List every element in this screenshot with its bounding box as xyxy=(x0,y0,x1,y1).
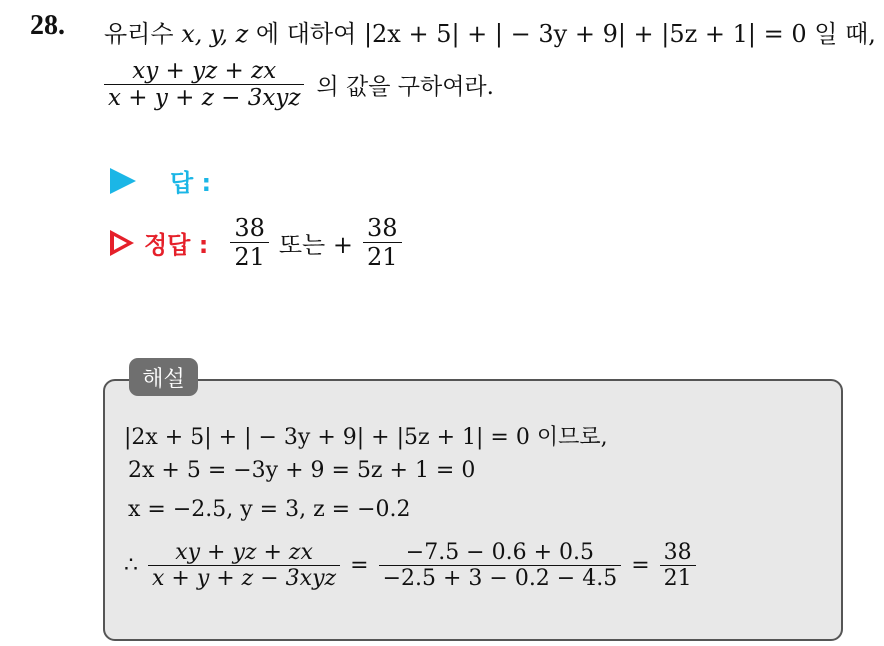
problem-fraction-denominator: x + y + z − 3xyz xyxy=(104,84,304,111)
correct-fraction-1-numerator: 38 xyxy=(234,214,265,242)
correct-answer-row xyxy=(110,214,402,271)
problem-fraction-numerator: xy + yz + zx xyxy=(132,58,277,84)
solution-fraction-2-numerator: −7.5 − 0.6 + 0.5 xyxy=(405,540,595,565)
solution-fraction-1-denominator: x + y + z − 3xyz xyxy=(148,565,340,591)
equals-sign-2: = xyxy=(631,553,650,578)
solution-fraction-3 xyxy=(660,540,696,591)
solution-line-3: x = −2.5, y = 3, z = −0.2 xyxy=(128,497,411,522)
problem-statement-line2 xyxy=(104,58,494,111)
problem-equation: |2x + 5| + | − 3y + 9| + |5z + 1| = 0 xyxy=(363,20,807,48)
solution-fraction-2-denominator: −2.5 + 3 − 0.2 − 4.5 xyxy=(379,565,622,591)
solution-line-1-equation: |2x + 5| + | − 3y + 9| + |5z + 1| = 0 xyxy=(124,425,530,450)
correct-fraction-2-denominator: 21 xyxy=(363,242,402,271)
answer-label: 답 : xyxy=(170,169,212,197)
solution-fraction-3-numerator: 38 xyxy=(663,540,692,565)
problem-intro: 유리수 xyxy=(104,20,174,48)
correct-fraction-2 xyxy=(363,214,402,271)
problem-vars: x, y, z xyxy=(181,20,249,48)
therefore-symbol: ∴ xyxy=(124,553,138,578)
answer-row xyxy=(110,163,245,198)
solution-fraction-3-denominator: 21 xyxy=(660,565,696,591)
solution-line-2: 2x + 5 = −3y + 9 = 5z + 1 = 0 xyxy=(128,458,476,483)
correct-answer-label: 정답 : xyxy=(144,231,209,259)
problem-condition-prefix: 에 대하여 xyxy=(255,20,357,48)
solution-fraction-1 xyxy=(148,540,340,591)
outline-triangle-icon xyxy=(110,230,134,256)
equals-sign-1: = xyxy=(350,553,369,578)
correct-fraction-1 xyxy=(230,214,269,271)
problem-number: 28. xyxy=(30,10,65,41)
problem-condition-suffix: 일 때, xyxy=(814,20,876,48)
play-triangle-icon xyxy=(110,168,136,194)
correct-fraction-1-denominator: 21 xyxy=(230,242,269,271)
correct-fraction-2-numerator: 38 xyxy=(366,214,398,242)
solution-line-1 xyxy=(124,420,608,451)
solution-line-1-suffix: 이므로, xyxy=(536,425,608,450)
problem-fraction xyxy=(104,58,304,111)
problem-question: 의 값을 구하여라. xyxy=(316,74,494,100)
correct-connector: 또는 + xyxy=(278,231,353,259)
problem-statement-line1 xyxy=(104,14,876,49)
solution-line-4 xyxy=(124,540,696,591)
solution-fraction-2 xyxy=(379,540,622,591)
solution-tag: 해설 xyxy=(129,358,198,396)
solution-fraction-1-numerator: xy + yz + zx xyxy=(175,540,313,565)
